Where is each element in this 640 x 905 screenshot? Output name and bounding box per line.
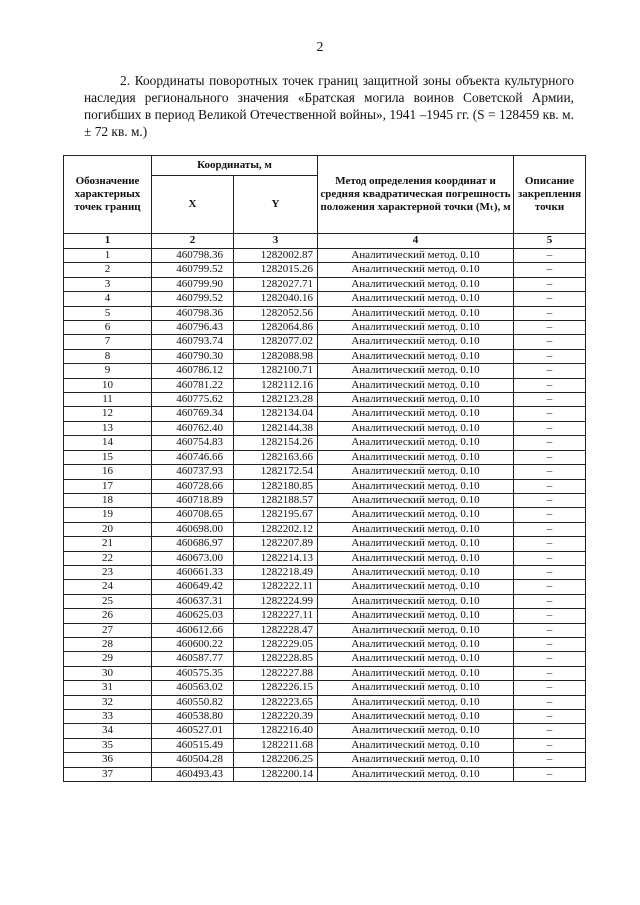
method-cell: Аналитический метод. 0.10	[318, 623, 514, 637]
table-row	[64, 609, 586, 623]
table-row	[64, 393, 586, 407]
y-coordinate-cell: 1282180.85	[234, 479, 318, 493]
point-number-cell: 29	[64, 652, 152, 666]
method-cell: Аналитический метод. 0.10	[318, 436, 514, 450]
method-cell: Аналитический метод. 0.10	[318, 479, 514, 493]
table-row	[64, 580, 586, 594]
point-number-cell: 28	[64, 637, 152, 651]
y-coordinate-cell: 1282202.12	[234, 522, 318, 536]
y-coordinate-cell: 1282226.15	[234, 681, 318, 695]
description-cell: –	[514, 767, 586, 781]
x-coordinate-cell: 460600.22	[152, 637, 234, 651]
description-cell: –	[514, 263, 586, 277]
table-row	[64, 407, 586, 421]
x-coordinate-cell: 460769.34	[152, 407, 234, 421]
table-row	[64, 249, 586, 263]
description-cell: –	[514, 537, 586, 551]
method-cell: Аналитический метод. 0.10	[318, 277, 514, 291]
description-cell: –	[514, 738, 586, 752]
point-number-cell: 33	[64, 710, 152, 724]
y-coordinate-cell: 1282002.87	[234, 249, 318, 263]
point-number-cell: 7	[64, 335, 152, 349]
point-number-cell: 21	[64, 537, 152, 551]
y-coordinate-cell: 1282163.66	[234, 450, 318, 464]
method-cell: Аналитический метод. 0.10	[318, 522, 514, 536]
method-cell: Аналитический метод. 0.10	[318, 321, 514, 335]
x-coordinate-cell: 460746.66	[152, 450, 234, 464]
y-coordinate-cell: 1282064.86	[234, 321, 318, 335]
method-cell: Аналитический метод. 0.10	[318, 421, 514, 435]
method-cell: Аналитический метод. 0.10	[318, 263, 514, 277]
description-cell: –	[514, 637, 586, 651]
x-coordinate-cell: 460649.42	[152, 580, 234, 594]
description-cell: –	[514, 652, 586, 666]
index-cell: 1	[64, 234, 152, 249]
table-row	[64, 695, 586, 709]
method-cell: Аналитический метод. 0.10	[318, 508, 514, 522]
description-cell: –	[514, 666, 586, 680]
y-coordinate-cell: 1282228.47	[234, 623, 318, 637]
table-row	[64, 565, 586, 579]
description-cell: –	[514, 306, 586, 320]
header-coordinates: Координаты, м	[152, 156, 318, 176]
page-number: 2	[316, 40, 324, 55]
x-coordinate-cell: 460728.66	[152, 479, 234, 493]
y-coordinate-cell: 1282188.57	[234, 493, 318, 507]
point-number-cell: 20	[64, 522, 152, 536]
description-cell: –	[514, 710, 586, 724]
header-y: Y	[234, 176, 318, 234]
index-cell: 4	[318, 234, 514, 249]
x-coordinate-cell: 460786.12	[152, 364, 234, 378]
table-row	[64, 594, 586, 608]
method-cell: Аналитический метод. 0.10	[318, 393, 514, 407]
table-row	[64, 522, 586, 536]
point-number-cell: 9	[64, 364, 152, 378]
x-coordinate-cell: 460515.49	[152, 738, 234, 752]
method-cell: Аналитический метод. 0.10	[318, 666, 514, 680]
description-cell: –	[514, 407, 586, 421]
x-coordinate-cell: 460781.22	[152, 378, 234, 392]
table-row	[64, 421, 586, 435]
point-number-cell: 24	[64, 580, 152, 594]
table-row	[64, 508, 586, 522]
x-coordinate-cell: 460793.74	[152, 335, 234, 349]
method-cell: Аналитический метод. 0.10	[318, 767, 514, 781]
header-description: Описание закрепления точки	[514, 156, 586, 234]
index-cell: 2	[152, 234, 234, 249]
table-row	[64, 306, 586, 320]
point-number-cell: 13	[64, 421, 152, 435]
point-number-cell: 19	[64, 508, 152, 522]
table-row	[64, 753, 586, 767]
x-coordinate-cell: 460790.30	[152, 349, 234, 363]
x-coordinate-cell: 460587.77	[152, 652, 234, 666]
index-cell: 5	[514, 234, 586, 249]
description-cell: –	[514, 565, 586, 579]
point-number-cell: 22	[64, 551, 152, 565]
method-cell: Аналитический метод. 0.10	[318, 335, 514, 349]
point-number-cell: 8	[64, 349, 152, 363]
description-cell: –	[514, 393, 586, 407]
y-coordinate-cell: 1282223.65	[234, 695, 318, 709]
point-number-cell: 11	[64, 393, 152, 407]
x-coordinate-cell: 460637.31	[152, 594, 234, 608]
column-index-row	[64, 234, 586, 249]
table-row	[64, 277, 586, 291]
x-coordinate-cell: 460737.93	[152, 465, 234, 479]
method-cell: Аналитический метод. 0.10	[318, 695, 514, 709]
table-row	[64, 378, 586, 392]
method-cell: Аналитический метод. 0.10	[318, 594, 514, 608]
table-row	[64, 493, 586, 507]
y-coordinate-cell: 1282228.85	[234, 652, 318, 666]
y-coordinate-cell: 1282200.14	[234, 767, 318, 781]
x-coordinate-cell: 460673.00	[152, 551, 234, 565]
method-cell: Аналитический метод. 0.10	[318, 681, 514, 695]
point-number-cell: 25	[64, 594, 152, 608]
description-cell: –	[514, 249, 586, 263]
x-coordinate-cell: 460798.36	[152, 306, 234, 320]
table-row	[64, 681, 586, 695]
method-cell: Аналитический метод. 0.10	[318, 565, 514, 579]
description-cell: –	[514, 450, 586, 464]
table-row	[64, 666, 586, 680]
method-cell: Аналитический метод. 0.10	[318, 450, 514, 464]
description-cell: –	[514, 364, 586, 378]
table-row	[64, 724, 586, 738]
x-coordinate-cell: 460754.83	[152, 436, 234, 450]
header-point-designation: Обозначение характерных точек границ	[64, 156, 152, 234]
y-coordinate-cell: 1282112.16	[234, 378, 318, 392]
method-cell: Аналитический метод. 0.10	[318, 249, 514, 263]
index-cell: 3	[234, 234, 318, 249]
description-cell: –	[514, 681, 586, 695]
point-number-cell: 26	[64, 609, 152, 623]
point-number-cell: 3	[64, 277, 152, 291]
y-coordinate-cell: 1282207.89	[234, 537, 318, 551]
table-row	[64, 652, 586, 666]
table-row	[64, 537, 586, 551]
point-number-cell: 27	[64, 623, 152, 637]
x-coordinate-cell: 460698.00	[152, 522, 234, 536]
y-coordinate-cell: 1282154.26	[234, 436, 318, 450]
header-x: X	[152, 176, 234, 234]
description-cell: –	[514, 292, 586, 306]
y-coordinate-cell: 1282216.40	[234, 724, 318, 738]
description-cell: –	[514, 493, 586, 507]
y-coordinate-cell: 1282224.99	[234, 594, 318, 608]
y-coordinate-cell: 1282088.98	[234, 349, 318, 363]
table-row	[64, 321, 586, 335]
point-number-cell: 36	[64, 753, 152, 767]
point-number-cell: 31	[64, 681, 152, 695]
x-coordinate-cell: 460799.52	[152, 263, 234, 277]
section-heading	[84, 72, 574, 140]
table-row	[64, 465, 586, 479]
y-coordinate-cell: 1282229.05	[234, 637, 318, 651]
table-row	[64, 551, 586, 565]
method-cell: Аналитический метод. 0.10	[318, 407, 514, 421]
x-coordinate-cell: 460625.03	[152, 609, 234, 623]
description-cell: –	[514, 335, 586, 349]
method-cell: Аналитический метод. 0.10	[318, 724, 514, 738]
y-coordinate-cell: 1282220.39	[234, 710, 318, 724]
y-coordinate-cell: 1282227.11	[234, 609, 318, 623]
x-coordinate-cell: 460550.82	[152, 695, 234, 709]
method-cell: Аналитический метод. 0.10	[318, 637, 514, 651]
x-coordinate-cell: 460718.89	[152, 493, 234, 507]
table-row	[64, 479, 586, 493]
method-cell: Аналитический метод. 0.10	[318, 306, 514, 320]
point-number-cell: 15	[64, 450, 152, 464]
description-cell: –	[514, 695, 586, 709]
table-row	[64, 292, 586, 306]
y-coordinate-cell: 1282027.71	[234, 277, 318, 291]
point-number-cell: 5	[64, 306, 152, 320]
x-coordinate-cell: 460762.40	[152, 421, 234, 435]
description-cell: –	[514, 522, 586, 536]
point-number-cell: 12	[64, 407, 152, 421]
description-cell: –	[514, 479, 586, 493]
table-row	[64, 349, 586, 363]
point-number-cell: 37	[64, 767, 152, 781]
x-coordinate-cell: 460563.02	[152, 681, 234, 695]
y-coordinate-cell: 1282077.02	[234, 335, 318, 349]
table-row	[64, 263, 586, 277]
point-number-cell: 2	[64, 263, 152, 277]
y-coordinate-cell: 1282214.13	[234, 551, 318, 565]
x-coordinate-cell: 460575.35	[152, 666, 234, 680]
coordinates-table	[63, 155, 586, 782]
table-row	[64, 738, 586, 752]
description-cell: –	[514, 609, 586, 623]
point-number-cell: 35	[64, 738, 152, 752]
x-coordinate-cell: 460775.62	[152, 393, 234, 407]
table-row	[64, 637, 586, 651]
method-cell: Аналитический метод. 0.10	[318, 349, 514, 363]
description-cell: –	[514, 724, 586, 738]
y-coordinate-cell: 1282195.67	[234, 508, 318, 522]
point-number-cell: 23	[64, 565, 152, 579]
x-coordinate-cell: 460799.90	[152, 277, 234, 291]
point-number-cell: 14	[64, 436, 152, 450]
x-coordinate-cell: 460796.43	[152, 321, 234, 335]
description-cell: –	[514, 594, 586, 608]
x-coordinate-cell: 460612.66	[152, 623, 234, 637]
x-coordinate-cell: 460504.28	[152, 753, 234, 767]
y-coordinate-cell: 1282227.88	[234, 666, 318, 680]
point-number-cell: 16	[64, 465, 152, 479]
x-coordinate-cell: 460527.01	[152, 724, 234, 738]
y-coordinate-cell: 1282144.38	[234, 421, 318, 435]
point-number-cell: 30	[64, 666, 152, 680]
method-cell: Аналитический метод. 0.10	[318, 537, 514, 551]
y-coordinate-cell: 1282211.68	[234, 738, 318, 752]
y-coordinate-cell: 1282206.25	[234, 753, 318, 767]
description-cell: –	[514, 753, 586, 767]
x-coordinate-cell: 460799.52	[152, 292, 234, 306]
x-coordinate-cell: 460708.65	[152, 508, 234, 522]
method-cell: Аналитический метод. 0.10	[318, 378, 514, 392]
table-row	[64, 623, 586, 637]
y-coordinate-cell: 1282134.04	[234, 407, 318, 421]
x-coordinate-cell: 460686.97	[152, 537, 234, 551]
table-row	[64, 436, 586, 450]
description-cell: –	[514, 421, 586, 435]
description-cell: –	[514, 508, 586, 522]
x-coordinate-cell: 460493.43	[152, 767, 234, 781]
y-coordinate-cell: 1282172.54	[234, 465, 318, 479]
y-coordinate-cell: 1282040.16	[234, 292, 318, 306]
method-cell: Аналитический метод. 0.10	[318, 493, 514, 507]
method-cell: Аналитический метод. 0.10	[318, 710, 514, 724]
point-number-cell: 32	[64, 695, 152, 709]
table-row	[64, 710, 586, 724]
method-cell: Аналитический метод. 0.10	[318, 738, 514, 752]
description-cell: –	[514, 465, 586, 479]
heading-text: 2. Координаты поворотных точек границ защитной зоны объекта культурного наследия регионального значения «Братская могила воинов Советской Армии, погибших в период Великой Отечественной войны», 1941 –1945 гг. (S = 128459 кв. м. ± 72 кв. м.)	[84, 73, 574, 139]
y-coordinate-cell: 1282015.26	[234, 263, 318, 277]
method-cell: Аналитический метод. 0.10	[318, 551, 514, 565]
method-cell: Аналитический метод. 0.10	[318, 292, 514, 306]
header-method: Метод определения координат и средняя квадратическая погрешность положения характерной точки (Mₜ), м	[318, 156, 514, 234]
y-coordinate-cell: 1282222.11	[234, 580, 318, 594]
description-cell: –	[514, 277, 586, 291]
method-cell: Аналитический метод. 0.10	[318, 364, 514, 378]
method-cell: Аналитический метод. 0.10	[318, 753, 514, 767]
description-cell: –	[514, 349, 586, 363]
point-number-cell: 1	[64, 249, 152, 263]
point-number-cell: 6	[64, 321, 152, 335]
table-row	[64, 450, 586, 464]
description-cell: –	[514, 378, 586, 392]
y-coordinate-cell: 1282123.28	[234, 393, 318, 407]
point-number-cell: 10	[64, 378, 152, 392]
y-coordinate-cell: 1282052.56	[234, 306, 318, 320]
table-row	[64, 335, 586, 349]
method-cell: Аналитический метод. 0.10	[318, 465, 514, 479]
description-cell: –	[514, 623, 586, 637]
y-coordinate-cell: 1282100.71	[234, 364, 318, 378]
method-cell: Аналитический метод. 0.10	[318, 609, 514, 623]
description-cell: –	[514, 436, 586, 450]
point-number-cell: 17	[64, 479, 152, 493]
table-row	[64, 364, 586, 378]
y-coordinate-cell: 1282218.49	[234, 565, 318, 579]
point-number-cell: 34	[64, 724, 152, 738]
point-number-cell: 18	[64, 493, 152, 507]
description-cell: –	[514, 580, 586, 594]
point-number-cell: 4	[64, 292, 152, 306]
method-cell: Аналитический метод. 0.10	[318, 580, 514, 594]
description-cell: –	[514, 321, 586, 335]
x-coordinate-cell: 460798.36	[152, 249, 234, 263]
table-row	[64, 767, 586, 781]
x-coordinate-cell: 460538.80	[152, 710, 234, 724]
method-cell: Аналитический метод. 0.10	[318, 652, 514, 666]
description-cell: –	[514, 551, 586, 565]
x-coordinate-cell: 460661.33	[152, 565, 234, 579]
